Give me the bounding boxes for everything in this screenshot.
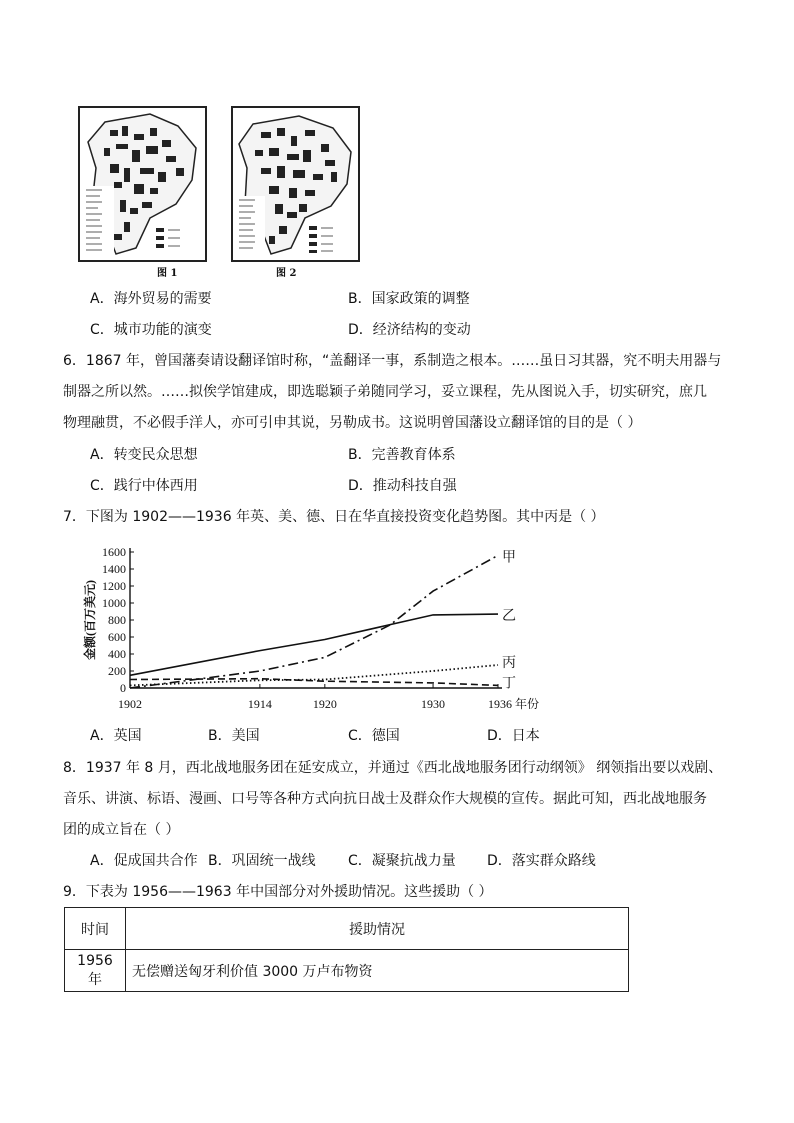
q6-stem-line-2: 制器之所以然。……拟俟学馆建成，即选聪颖子弟随同学习，妥立课程，先从图说入手，切实研究，庶几: [63, 384, 707, 400]
y-tick-label: 0: [120, 681, 126, 695]
q8-stem-line-3: 团的成立旨在（ ）: [63, 822, 180, 838]
series-line-丙: [130, 665, 498, 685]
q8-stem-line-2: 音乐、讲演、标语、漫画、口号等各种方式向抗日战士及群众作大规模的宣传。据此可知，西北战地服务: [63, 791, 707, 807]
q6-option-a: A．转变民众思想: [90, 447, 198, 463]
map-1-drawing: [80, 108, 205, 260]
map-figure-1: [78, 106, 207, 262]
x-tick-label: 1930: [421, 697, 446, 711]
x-tick-label: 1902: [118, 697, 142, 711]
series-line-乙: [130, 614, 498, 675]
y-tick-label: 1600: [102, 545, 126, 559]
y-axis-title: 金额(百万美元): [83, 580, 97, 660]
table-cell-time: 1956 年: [65, 950, 126, 992]
table-row: [65, 950, 629, 992]
aid-table: [64, 907, 629, 992]
q6-option-b: B．完善教育体系: [348, 447, 456, 463]
q7-option-c: C．德国: [348, 728, 400, 744]
series-line-甲: [130, 555, 498, 688]
q9-stem: 9．下表为 1956——1963 年中国部分对外援助情况。这些援助（ ）: [63, 884, 493, 900]
y-tick-label: 1400: [102, 562, 126, 576]
q5-option-c: C．城市功能的演变: [90, 322, 212, 338]
table-header-row: [65, 908, 629, 950]
x-tick-label: 1920: [312, 697, 337, 711]
q5-option-a: A．海外贸易的需要: [90, 291, 212, 307]
series-label-甲: 甲: [502, 550, 516, 566]
q5-option-d: D．经济结构的变动: [348, 322, 471, 338]
q6-stem-line-1: 6．1867 年，曾国藩奏请设翻译馆时称，“盖翻译一事，系制造之根本。……虽日习其器，究不明夫用器与: [63, 353, 722, 369]
q7-option-b: B．美国: [208, 728, 260, 744]
q7-stem: 7．下图为 1902——1936 年英、美、德、日在华直接投资变化趋势图。其中丙是（ ）: [63, 509, 605, 525]
table-header-aid: 援助情况: [126, 908, 629, 950]
q6-option-c: C．践行中体西用: [90, 478, 198, 494]
q7-option-d: D．日本: [487, 728, 540, 744]
q8-option-b: B．巩固统一战线: [208, 853, 316, 869]
investment-line-chart: [80, 540, 550, 715]
series-label-乙: 乙: [502, 609, 516, 625]
y-tick-label: 800: [108, 613, 126, 627]
table-cell-aid: 无偿赠送匈牙利价值 3000 万卢布物资: [126, 950, 629, 992]
series-label-丁: 丁: [502, 676, 516, 692]
q7-option-a: A．英国: [90, 728, 142, 744]
figure-1-caption: 图 1: [157, 268, 178, 279]
y-tick-label: 600: [108, 630, 126, 644]
figure-2-caption: 图 2: [276, 268, 297, 279]
q8-option-c: C．凝聚抗战力量: [348, 853, 456, 869]
table-header-time: 时间: [65, 908, 126, 950]
q6-option-d: D．推动科技自强: [348, 478, 457, 494]
map-figure-2: [231, 106, 360, 262]
y-tick-label: 400: [108, 647, 126, 661]
y-tick-label: 1000: [102, 596, 126, 610]
q5-option-b: B．国家政策的调整: [348, 291, 470, 307]
y-tick-label: 200: [108, 664, 126, 678]
x-tick-label: 1936 年份: [488, 697, 540, 711]
q8-option-d: D．落实群众路线: [487, 853, 596, 869]
q8-stem-line-1: 8．1937 年 8 月，西北战地服务团在延安成立，并通过《西北战地服务团行动纲领》 纲领指出要以戏剧、: [63, 760, 723, 776]
q8-option-a: A．促成国共合作: [90, 853, 198, 869]
x-tick-label: 1914: [247, 697, 272, 711]
series-label-丙: 丙: [502, 656, 516, 672]
map-2-drawing: [233, 108, 358, 260]
y-tick-label: 1200: [102, 579, 126, 593]
q6-stem-line-3: 物理融贯，不必假手洋人，亦可引申其说，另勒成书。这说明曾国藩设立翻译馆的目的是（ ）: [63, 415, 642, 431]
